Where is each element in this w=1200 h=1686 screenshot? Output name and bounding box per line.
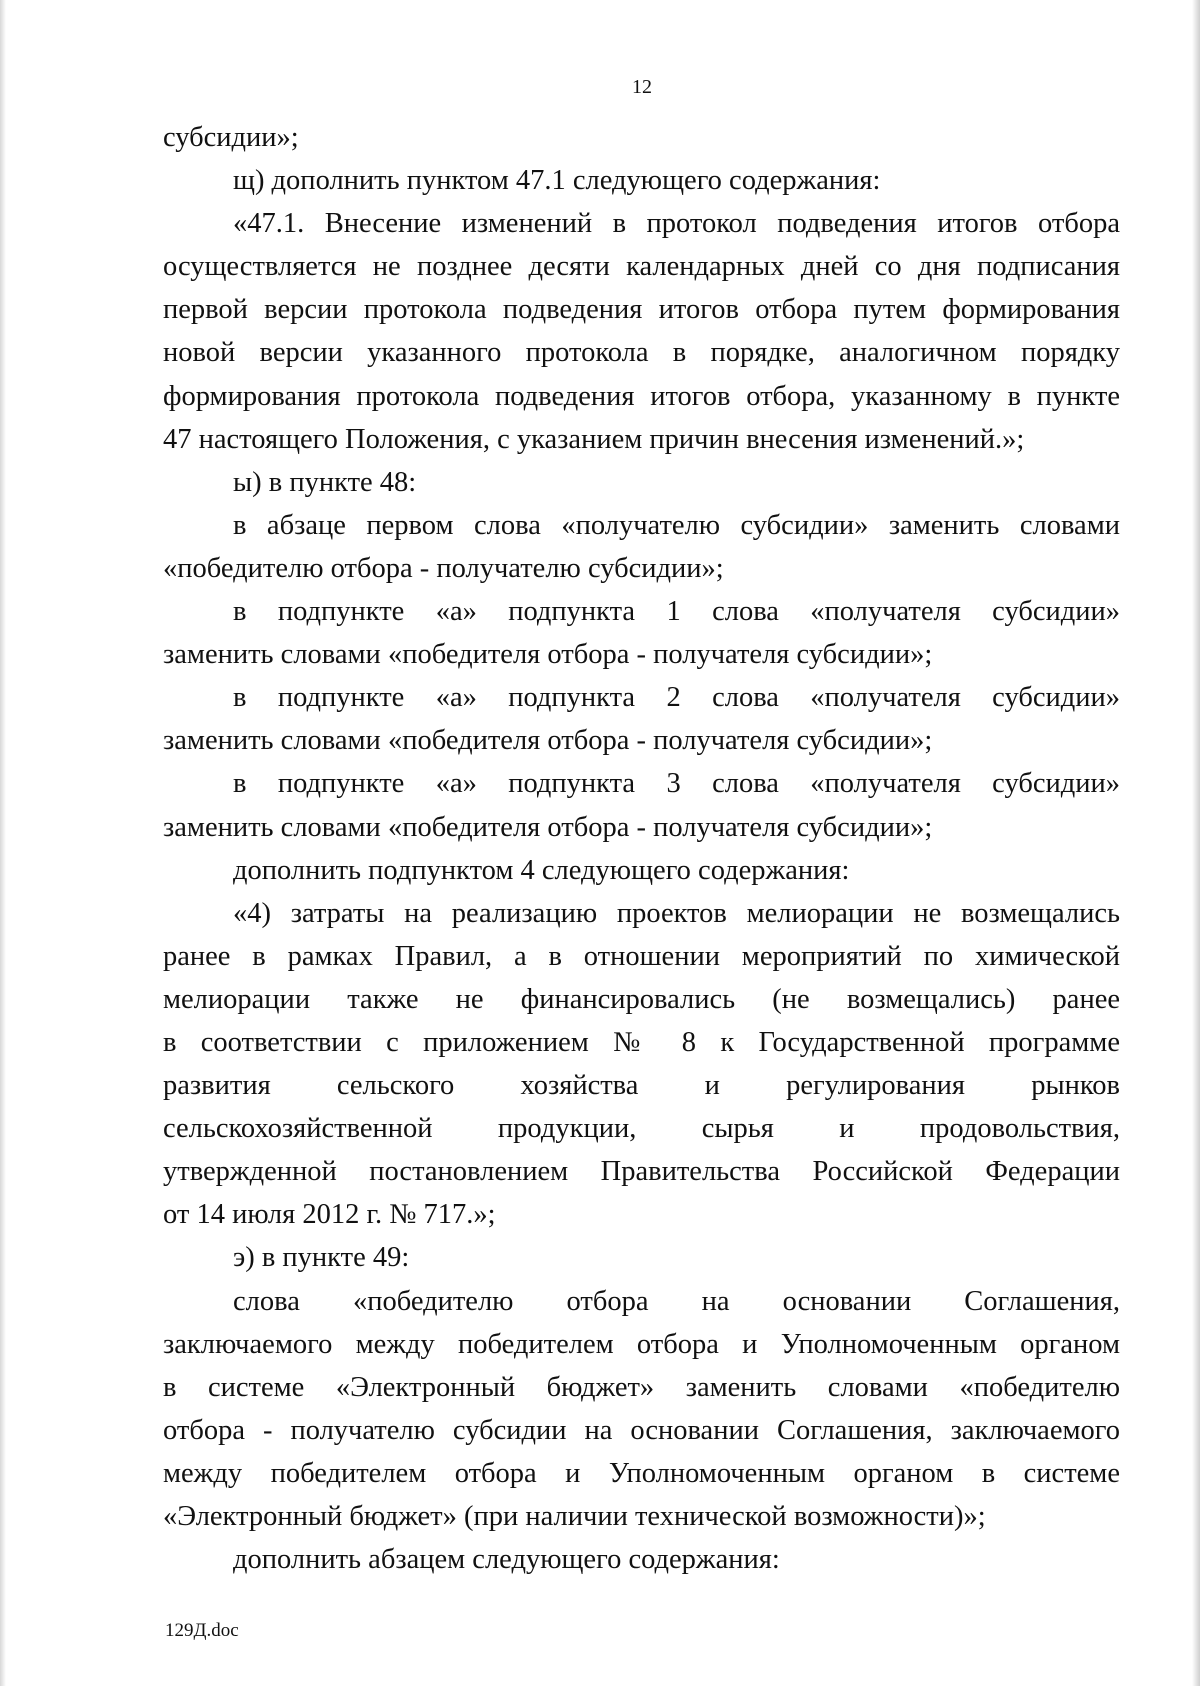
text-line: осуществляется не позднее десяти календарных дней со дня подписания [163,251,1120,283]
text-line: развития сельского хозяйства и регулирования рынков [163,1070,1120,1102]
text-line: формирования протокола подведения итогов отбора, указанному в пункте [163,380,1120,412]
text-line: субсидии»; [163,122,299,153]
text-line: отбора - получателю субсидии на основании Соглашения, заключаемого [163,1414,1120,1446]
text-line: новой версии указанного протокола в порядке, аналогичном порядку [163,337,1120,369]
text-line: ы) в пункте 48: [233,466,417,498]
scan-edge-left [0,0,6,1686]
text-line: от 14 июля 2012 г. № 717.»; [163,1199,496,1231]
page-number: 12 [632,76,652,98]
text-line: в подпункте «а» подпункта 2 слова «получателя субсидии» [233,682,1120,714]
text-line: заключаемого между победителем отбора и Уполномоченным органом [163,1328,1120,1360]
text-line: в подпункте «а» подпункта 1 слова «получателя субсидии» [233,596,1120,628]
footer-filename: 129Д.doc [165,1620,239,1641]
text-line: э) в пункте 49: [233,1242,410,1274]
text-line: в соответствии с приложением № 8 к Государственной программе [163,1026,1120,1058]
text-line: в подпункте «а» подпункта 3 слова «получателя субсидии» [233,768,1120,800]
text-line: заменить словами «победителя отбора - получателя субсидии»; [163,725,933,757]
text-line: между победителем отбора и Уполномоченным органом в системе [163,1457,1120,1489]
text-line: ранее в рамках Правил, а в отношении мероприятий по химической [163,940,1120,972]
text-line: щ) дополнить пунктом 47.1 следующего содержания: [233,165,881,197]
text-line: 47 настоящего Положения, с указанием причин внесения изменений.»; [163,423,1025,455]
text-line: слова «победителю отбора на основании Соглашения, [233,1285,1120,1317]
text-line: дополнить абзацем следующего содержания: [233,1544,780,1576]
text-line: в абзаце первом слова «получателю субсидии» заменить словами [233,509,1120,541]
text-line: дополнить подпунктом 4 следующего содержания: [233,854,850,886]
text-line: заменить словами «победителя отбора - получателя субсидии»; [163,639,933,671]
text-line: «4) затраты на реализацию проектов мелиорации не возмещались [233,897,1120,929]
text-line: первой версии протокола подведения итогов отбора путем формирования [163,294,1120,326]
text-line: «47.1. Внесение изменений в протокол подведения итогов отбора [233,208,1120,240]
text-line: утвержденной постановлением Правительства Российской Федерации [163,1156,1120,1188]
text-line: «Электронный бюджет» (при наличии технической возможности)»; [163,1501,986,1532]
text-line: сельскохозяйственной продукции, сырья и продовольствия, [163,1113,1120,1145]
document-body [163,116,1120,1581]
text-line: мелиорации также не финансировались (не возмещались) ранее [163,983,1120,1015]
text-line: в системе «Электронный бюджет» заменить словами «победителю [163,1371,1120,1403]
text-line: «победителю отбора - получателю субсидии»; [163,552,724,584]
text-line: заменить словами «победителя отбора - получателя субсидии»; [163,811,933,843]
scan-edge-right [1192,0,1200,1686]
